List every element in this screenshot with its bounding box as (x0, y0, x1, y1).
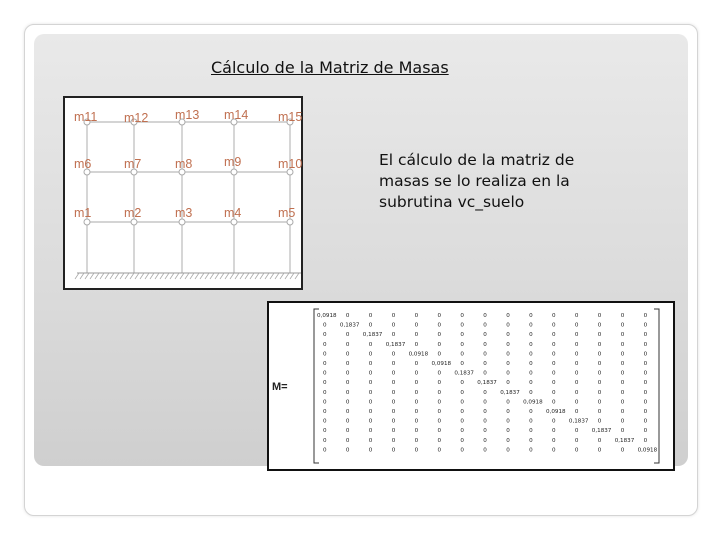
ground-hatch (80, 273, 84, 279)
matrix-cell: 0 (574, 409, 579, 415)
matrix-cell: 0 (414, 380, 419, 387)
mass-matrix-figure (267, 301, 675, 471)
matrix-cell: 0 (323, 428, 327, 435)
matrix-cell: 0 (643, 418, 648, 425)
matrix-cell: 0 (368, 418, 373, 425)
mass-label-m3: m3 (175, 206, 193, 220)
matrix-cell: 0 (437, 313, 442, 319)
mass-label-m4: m4 (224, 206, 242, 220)
matrix-cell: 0 (620, 428, 625, 435)
matrix-cell: 0 (506, 370, 510, 377)
matrix-cell: 0 (414, 389, 419, 396)
matrix-cell: 0 (391, 437, 396, 444)
matrix-cell: 0 (437, 418, 442, 425)
matrix-cell: 0 (597, 447, 602, 454)
matrix-cell: 0 (368, 361, 373, 367)
matrix-cell: 0 (368, 341, 373, 348)
matrix-cell: 0 (391, 332, 396, 339)
matrix-cell: 0 (345, 332, 350, 339)
matrix-diagonal-cell: 0,1837 (614, 437, 635, 444)
matrix-diagonal-cell: 0,1837 (591, 428, 612, 435)
mass-label-m2: m2 (124, 206, 142, 220)
matrix-cell: 0 (437, 351, 442, 358)
matrix-cell: 0 (574, 361, 579, 367)
ground-hatch (210, 273, 214, 279)
matrix-cell: 0 (529, 428, 533, 435)
matrix-cell: 0 (483, 447, 487, 454)
matrix-cell: 0 (368, 447, 373, 454)
matrix-cell: 0 (483, 409, 487, 415)
mass-label-m5: m5 (278, 206, 296, 220)
matrix-cell: 0 (552, 322, 556, 329)
ground-hatch (245, 273, 249, 279)
matrix-cell: 0 (643, 341, 648, 348)
matrix-cell: 0 (323, 409, 327, 415)
matrix-cell: 0 (574, 380, 579, 387)
ground-hatch (260, 273, 264, 279)
matrix-cell: 0 (323, 380, 327, 387)
matrix-diagonal-cell: 0,1837 (385, 341, 406, 348)
matrix-cell: 0 (414, 437, 419, 444)
matrix-cell: 0 (643, 313, 648, 319)
matrix-cell: 0 (552, 361, 556, 367)
matrix-cell: 0 (368, 380, 373, 387)
mass-label-m1: m1 (74, 206, 92, 220)
matrix-cell: 0 (368, 370, 373, 377)
mass-label-m14: m14 (224, 108, 249, 122)
slide-title: Cálculo de la Matriz de Masas (211, 58, 449, 77)
matrix-cell: 0 (506, 341, 510, 348)
matrix-cell: 0 (391, 409, 396, 415)
matrix-cell: 0 (437, 322, 442, 329)
ground-hatch (150, 273, 154, 279)
matrix-cell: 0 (414, 313, 419, 319)
matrix-cell: 0 (529, 313, 533, 319)
matrix-diagonal-cell: 0,1837 (568, 418, 589, 425)
matrix-diagonal-cell: 0,1837 (362, 332, 383, 339)
matrix-cell: 0 (437, 437, 442, 444)
matrix-cell: 0 (483, 341, 487, 348)
matrix-cell: 0 (345, 409, 350, 415)
ground-hatch (105, 273, 109, 279)
ground-hatch (115, 273, 119, 279)
matrix-cell: 0 (529, 409, 533, 415)
matrix-cell: 0 (620, 370, 625, 377)
matrix-cell: 0 (597, 409, 602, 415)
ground-hatch (255, 273, 259, 279)
ground-hatch (200, 273, 204, 279)
mass-matrix-drawing (269, 303, 677, 473)
matrix-cell: 0 (460, 418, 464, 425)
matrix-cell: 0 (368, 409, 373, 415)
matrix-cell: 0 (620, 447, 625, 454)
matrix-cell: 0 (643, 332, 648, 339)
matrix-cell: 0 (414, 341, 419, 348)
matrix-cell: 0 (620, 389, 625, 396)
matrix-cell: 0 (460, 428, 464, 435)
matrix-diagonal-cell: 0,1837 (477, 380, 497, 387)
matrix-cell: 0 (597, 437, 602, 444)
matrix-cell: 0 (574, 332, 579, 339)
matrix-cell: 0 (323, 399, 327, 406)
matrix-cell: 0 (460, 351, 464, 358)
matrix-diagonal-cell: 0,0918 (408, 351, 429, 358)
matrix-cell: 0 (552, 447, 556, 454)
matrix-cell: 0 (323, 351, 327, 358)
matrix-cell: 0 (414, 370, 419, 377)
ground-hatch (120, 273, 124, 279)
matrix-cell: 0 (368, 351, 373, 358)
matrix-cell: 0 (345, 380, 350, 387)
matrix-cell: 0 (345, 447, 350, 454)
matrix-cell: 0 (529, 322, 533, 329)
matrix-cell: 0 (529, 380, 533, 387)
matrix-cell: 0 (483, 361, 487, 367)
matrix-cell: 0 (414, 399, 419, 406)
ground-hatch (110, 273, 114, 279)
matrix-cell: 0 (552, 351, 556, 358)
matrix-right-bracket (654, 309, 659, 463)
matrix-diagonal-cell: 0,0918 (431, 361, 452, 367)
mass-label-m11: m11 (74, 110, 98, 124)
ground-hatch (130, 273, 134, 279)
matrix-cell: 0 (437, 409, 442, 415)
matrix-cell: 0 (597, 389, 602, 396)
matrix-cell: 0 (368, 428, 373, 435)
matrix-cell: 0 (552, 370, 556, 377)
matrix-cell: 0 (643, 428, 648, 435)
matrix-cell: 0 (368, 437, 373, 444)
matrix-cell: 0 (323, 447, 327, 454)
matrix-cell: 0 (483, 322, 487, 329)
matrix-cell: 0 (506, 418, 510, 425)
matrix-left-bracket (314, 309, 319, 463)
matrix-cell: 0 (460, 380, 464, 387)
matrix-cell: 0 (437, 370, 442, 377)
matrix-cell: 0 (620, 322, 625, 329)
mass-label-m8: m8 (175, 157, 193, 171)
ground-hatch (100, 273, 104, 279)
matrix-cell: 0 (345, 351, 350, 358)
matrix-cell: 0 (506, 428, 510, 435)
matrix-cell: 0 (620, 361, 625, 367)
matrix-cell: 0 (552, 380, 556, 387)
matrix-cell: 0 (643, 389, 648, 396)
matrix-cell: 0 (368, 389, 373, 396)
matrix-cell: 0 (323, 389, 327, 396)
ground-hatch (265, 273, 269, 279)
matrix-cell: 0 (391, 399, 396, 406)
matrix-cell: 0 (529, 361, 533, 367)
matrix-cell: 0 (437, 428, 442, 435)
matrix-cell: 0 (506, 447, 510, 454)
matrix-cell: 0 (460, 409, 464, 415)
matrix-cell: 0 (345, 418, 350, 425)
matrix-cell: 0 (506, 380, 510, 387)
matrix-cell: 0 (552, 313, 556, 319)
matrix-cell: 0 (391, 322, 396, 329)
matrix-cell: 0 (437, 332, 442, 339)
matrix-cell: 0 (323, 361, 327, 367)
matrix-cell: 0 (597, 313, 602, 319)
matrix-cell: 0 (643, 399, 648, 406)
matrix-cell: 0 (552, 341, 556, 348)
matrix-cell: 0 (437, 399, 442, 406)
matrix-cell: 0 (574, 389, 579, 396)
matrix-cell: 0 (529, 418, 533, 425)
matrix-cell: 0 (597, 370, 602, 377)
matrix-cell: 0 (506, 437, 510, 444)
matrix-cell: 0 (597, 399, 602, 406)
matrix-cell: 0 (460, 361, 464, 367)
ground-hatch (90, 273, 94, 279)
matrix-cell: 0 (552, 389, 556, 396)
matrix-cell: 0 (368, 399, 373, 406)
matrix-cell: 0 (597, 341, 602, 348)
ground-hatch (155, 273, 159, 279)
ground-hatch (135, 273, 139, 279)
matrix-cell: 0 (345, 428, 350, 435)
ground-hatch (290, 273, 294, 279)
matrix-cell: 0 (323, 332, 327, 339)
matrix-cell: 0 (437, 341, 442, 348)
matrix-cell: 0 (414, 428, 419, 435)
matrix-cell: 0 (460, 389, 464, 396)
matrix-cell: 0 (345, 399, 350, 406)
matrix-cell: 0 (620, 351, 625, 358)
matrix-cell: 0 (597, 322, 602, 329)
matrix-cell: 0 (391, 370, 396, 377)
matrix-cell: 0 (460, 447, 464, 454)
ground-hatch (160, 273, 164, 279)
ground-hatch (285, 273, 289, 279)
matrix-cell: 0 (460, 332, 464, 339)
matrix-diagonal-cell: 0,0918 (317, 313, 337, 319)
matrix-cell: 0 (574, 428, 579, 435)
matrix-cell: 0 (552, 399, 556, 406)
mass-node (231, 169, 237, 175)
matrix-cell: 0 (391, 361, 396, 367)
ground-hatch (140, 273, 144, 279)
ground-hatch (230, 273, 234, 279)
matrix-cell: 0 (529, 332, 533, 339)
matrix-cell: 0 (620, 313, 625, 319)
matrix-diagonal-cell: 0,1837 (500, 389, 520, 396)
matrix-cell: 0 (529, 351, 533, 358)
matrix-diagonal-cell: 0,1837 (454, 370, 474, 377)
mass-label-m12: m12 (124, 111, 149, 125)
matrix-diagonal-cell: 0,0918 (637, 447, 658, 454)
matrix-diagonal-cell: 0,0918 (546, 409, 566, 415)
ground-hatch (295, 273, 299, 279)
ground-hatch (85, 273, 89, 279)
matrix-cell: 0 (483, 437, 487, 444)
matrix-cell: 0 (574, 351, 579, 358)
mass-label-m15: m15 (278, 110, 303, 124)
matrix-cell: 0 (414, 447, 419, 454)
matrix-cell: 0 (345, 361, 350, 367)
matrix-cell: 0 (460, 437, 464, 444)
ground-hatch (165, 273, 169, 279)
matrix-cell: 0 (437, 389, 442, 396)
ground-hatch (280, 273, 284, 279)
building-frame-figure (63, 96, 303, 290)
matrix-cell: 0 (574, 341, 579, 348)
ground-hatch (180, 273, 184, 279)
description-line-3: subrutina vc_suelo (379, 193, 525, 211)
matrix-cell: 0 (483, 351, 487, 358)
matrix-diagonal-cell: 0,1837 (339, 322, 360, 329)
mass-label-m6: m6 (74, 157, 92, 171)
matrix-cell: 0 (620, 341, 625, 348)
matrix-cell: 0 (345, 437, 350, 444)
matrix-cell: 0 (506, 399, 510, 406)
matrix-cell: 0 (643, 409, 648, 415)
ground-hatch (240, 273, 244, 279)
mass-label-m13: m13 (175, 108, 200, 122)
matrix-cell: 0 (552, 437, 556, 444)
matrix-cell: 0 (506, 361, 510, 367)
matrix-cell: 0 (323, 418, 327, 425)
matrix-cell: 0 (597, 361, 602, 367)
matrix-cell: 0 (529, 370, 533, 377)
matrix-cell: 0 (391, 447, 396, 454)
matrix-cell: 0 (414, 418, 419, 425)
matrix-cell: 0 (483, 399, 487, 406)
matrix-cell: 0 (620, 399, 625, 406)
matrix-cell: 0 (391, 389, 396, 396)
mass-label-m7: m7 (124, 157, 142, 171)
matrix-cell: 0 (529, 389, 533, 396)
matrix-cell: 0 (483, 332, 487, 339)
matrix-cell: 0 (574, 313, 579, 319)
matrix-cell: 0 (506, 351, 510, 358)
matrix-cell: 0 (574, 447, 579, 454)
matrix-cell: 0 (620, 380, 625, 387)
slide-description (379, 150, 629, 213)
ground-hatch (205, 273, 209, 279)
matrix-cell: 0 (414, 332, 419, 339)
description-line-2: masas se lo realiza en la (379, 172, 570, 190)
matrix-cell: 0 (437, 447, 442, 454)
matrix-cell: 0 (483, 418, 487, 425)
matrix-cell: 0 (368, 322, 373, 329)
matrix-cell: 0 (552, 428, 556, 435)
matrix-cell: 0 (460, 341, 464, 348)
matrix-diagonal-cell: 0,0918 (523, 399, 543, 406)
matrix-cell: 0 (506, 332, 510, 339)
matrix-cell: 0 (597, 418, 602, 425)
matrix-cell: 0 (552, 418, 556, 425)
matrix-cell: 0 (345, 389, 350, 396)
matrix-cell: 0 (597, 351, 602, 358)
matrix-cell: 0 (620, 418, 625, 425)
matrix-cell: 0 (620, 409, 625, 415)
ground-hatch (275, 273, 279, 279)
description-line-1: El cálculo de la matriz de (379, 151, 575, 169)
matrix-cell: 0 (529, 437, 533, 444)
matrix-cell: 0 (414, 361, 419, 367)
matrix-cell: 0 (643, 370, 648, 377)
matrix-cell: 0 (574, 399, 579, 406)
matrix-cell: 0 (323, 437, 327, 444)
matrix-cell: 0 (506, 322, 510, 329)
matrix-cell: 0 (643, 351, 648, 358)
frame-lines (75, 119, 301, 279)
ground-hatch (270, 273, 274, 279)
ground-hatch (145, 273, 149, 279)
matrix-cell: 0 (620, 332, 625, 339)
matrix-cell: 0 (506, 409, 510, 415)
ground-hatch (185, 273, 189, 279)
ground-hatch (235, 273, 239, 279)
matrix-cell: 0 (391, 428, 396, 435)
matrix-cell: 0 (391, 380, 396, 387)
matrix-cell: 0 (323, 322, 327, 329)
matrix-cell: 0 (391, 351, 396, 358)
matrix-cell: 0 (391, 418, 396, 425)
matrix-cell: 0 (323, 341, 327, 348)
matrix-cell: 0 (414, 322, 419, 329)
ground-hatch (225, 273, 229, 279)
matrix-cell: 0 (391, 313, 396, 319)
ground-hatch (170, 273, 174, 279)
ground-hatch (75, 273, 79, 279)
ground-hatch (175, 273, 179, 279)
matrix-cell: 0 (437, 380, 442, 387)
matrix-cell: 0 (345, 341, 350, 348)
matrix-cell: 0 (643, 380, 648, 387)
ground-hatch (215, 273, 219, 279)
ground-hatch (190, 273, 194, 279)
matrix-cell: 0 (552, 332, 556, 339)
matrix-cell: 0 (483, 389, 487, 396)
ground-hatch (250, 273, 254, 279)
matrix-cell: 0 (414, 409, 419, 415)
matrix-cell: 0 (483, 428, 487, 435)
matrix-cell: 0 (506, 313, 510, 319)
matrix-cell: 0 (643, 437, 648, 444)
matrix-cell: 0 (345, 370, 350, 377)
ground-hatch (195, 273, 199, 279)
matrix-cell: 0 (483, 313, 487, 319)
matrix-label: M= (272, 381, 288, 393)
matrix-cell: 0 (574, 322, 579, 329)
matrix-cell: 0 (574, 437, 579, 444)
matrix-cell: 0 (460, 399, 464, 406)
matrix-cell: 0 (345, 313, 350, 319)
matrix-cell: 0 (597, 380, 602, 387)
matrix-cell: 0 (574, 370, 579, 377)
matrix-cell: 0 (643, 361, 648, 367)
matrix-cell: 0 (643, 322, 648, 329)
ground-hatch (95, 273, 99, 279)
matrix-cell: 0 (529, 447, 533, 454)
frame-drawing (65, 98, 305, 292)
matrix-cell: 0 (460, 322, 464, 329)
ground-hatch (220, 273, 224, 279)
matrix-cell: 0 (323, 370, 327, 377)
matrix-cell: 0 (368, 313, 373, 319)
ground-hatch (125, 273, 129, 279)
mass-label-m9: m9 (224, 155, 242, 169)
matrix-cell: 0 (460, 313, 464, 319)
mass-label-m10: m10 (278, 157, 303, 171)
matrix-cell: 0 (597, 332, 602, 339)
matrix-cell: 0 (529, 341, 533, 348)
matrix-cell: 0 (483, 370, 487, 377)
